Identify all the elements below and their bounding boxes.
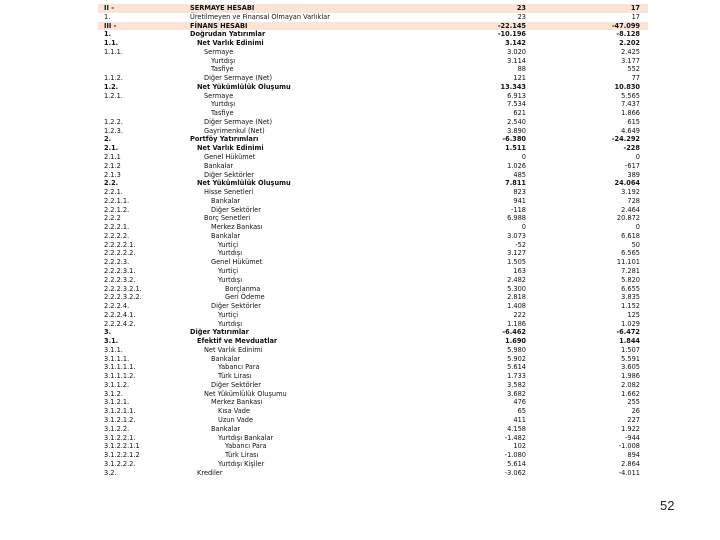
row-value-year1: 3.020 xyxy=(507,47,526,56)
page-number: 52 xyxy=(660,498,675,513)
row-label: Bankalar xyxy=(211,196,241,205)
row-value-year2: 227 xyxy=(627,415,640,424)
row-label: Borçlanma xyxy=(225,284,261,293)
row-label: Türk Lirası xyxy=(225,451,259,460)
row-code: 3.1.2.2.2. xyxy=(104,459,136,468)
table-row xyxy=(98,460,648,469)
row-value-year1: 3.582 xyxy=(507,380,526,389)
row-label: Genel Hükümet xyxy=(204,153,256,162)
table-row xyxy=(98,390,648,399)
row-value-year1: 222 xyxy=(513,310,526,319)
row-value-year2: 0 xyxy=(635,223,640,232)
row-label: Kısa Vade xyxy=(218,407,251,416)
row-value-year1: 941 xyxy=(513,196,526,205)
row-code: 3.1.2.2.1.1 xyxy=(104,442,140,451)
row-value-year2: 77 xyxy=(631,74,640,83)
table-row xyxy=(98,451,648,460)
row-value-year1: 5.902 xyxy=(507,354,526,363)
row-label: Merkez Bankası xyxy=(211,398,263,407)
row-value-year1: 1.505 xyxy=(507,258,526,267)
table-row xyxy=(98,355,648,364)
table-row xyxy=(98,39,648,48)
table-row xyxy=(98,179,648,188)
row-value-year2: 389 xyxy=(627,170,640,179)
row-value-year1: 7.534 xyxy=(507,100,526,109)
row-code: 1.2. xyxy=(104,82,119,91)
row-value-year1: 1.511 xyxy=(505,144,526,153)
row-code: 3.1.2.2.1. xyxy=(104,433,136,442)
row-code: 2.2.2.4. xyxy=(104,302,130,311)
table-row xyxy=(98,372,648,381)
row-value-year2: 728 xyxy=(627,196,640,205)
table-row xyxy=(98,57,648,66)
row-value-year2: 7.437 xyxy=(621,100,640,109)
row-code: 2.2.1. xyxy=(104,188,123,197)
row-value-year2: 2.464 xyxy=(621,205,640,214)
row-label: Tasfiye xyxy=(211,109,234,118)
row-label: Diğer Sektörler xyxy=(211,205,261,214)
table-row xyxy=(98,171,648,180)
table-row xyxy=(98,109,648,118)
row-label: Yabancı Para xyxy=(225,442,267,451)
row-code: 1.2.1. xyxy=(104,91,123,100)
row-code: II - xyxy=(104,4,114,12)
table-row xyxy=(98,153,648,162)
row-label: Gayrimenkul (Net) xyxy=(204,126,265,135)
table-row xyxy=(98,206,648,215)
table-row xyxy=(98,162,648,171)
row-code: III - xyxy=(104,21,117,30)
row-label: Yurtiçi xyxy=(218,310,239,319)
table-row xyxy=(98,144,648,153)
row-code: 1.1. xyxy=(104,39,119,48)
row-label: FİNANS HESABI xyxy=(190,21,248,30)
row-value-year1: -52 xyxy=(515,240,526,249)
row-value-year2: 17 xyxy=(630,4,640,12)
row-code: 3.2. xyxy=(104,468,117,477)
row-code: 2.2.2.4.1. xyxy=(104,310,136,319)
row-value-year1: 1.026 xyxy=(507,161,526,170)
row-value-year2: 1.986 xyxy=(621,372,640,381)
row-value-year1: -22.145 xyxy=(497,21,526,30)
row-label: Yurtdışı xyxy=(218,275,243,284)
row-code: 2.2. xyxy=(104,179,119,188)
row-value-year1: 1.690 xyxy=(505,337,526,346)
row-value-year1: 23 xyxy=(517,12,526,21)
row-value-year2: 2.202 xyxy=(619,39,640,48)
table-row xyxy=(98,469,648,478)
row-label: Tasfiye xyxy=(211,65,234,74)
row-value-year2: 24.064 xyxy=(614,179,640,188)
table-row xyxy=(98,337,648,346)
row-value-year2: -4.011 xyxy=(618,468,640,477)
row-value-year2: -6.472 xyxy=(616,328,640,337)
row-label: Türk Lirası xyxy=(218,372,252,381)
table-row xyxy=(98,118,648,127)
row-value-year1: -6.380 xyxy=(502,135,526,144)
row-value-year1: 102 xyxy=(513,442,526,451)
row-value-year2: 1.866 xyxy=(621,109,640,118)
table-row xyxy=(98,74,648,83)
table-row xyxy=(98,293,648,302)
row-label: Hisse Senetleri xyxy=(204,188,254,197)
row-code: 1.1.2. xyxy=(104,74,123,83)
row-code: 3.1.1.1. xyxy=(104,354,130,363)
row-value-year1: 823 xyxy=(513,188,526,197)
row-label: Üretilmeyen ve Finansal Olmayan Varlıklar xyxy=(190,12,330,21)
row-label: SERMAYE HESABI xyxy=(190,4,255,12)
row-code: 2.2.1.2. xyxy=(104,205,130,214)
row-value-year2: 5.820 xyxy=(621,275,640,284)
row-value-year1: 88 xyxy=(517,65,526,74)
table-row xyxy=(98,188,648,197)
table-row xyxy=(98,302,648,311)
row-label: Diğer Sermaye (Net) xyxy=(204,74,273,83)
row-value-year2: -24.292 xyxy=(611,135,640,144)
table-row xyxy=(98,100,648,109)
row-code: 3.1.2.2.1.2 xyxy=(104,451,140,460)
table-row xyxy=(98,127,648,136)
row-value-year1: 3.890 xyxy=(507,126,526,135)
row-label: Yurtdışı Bankalar xyxy=(218,433,274,442)
row-value-year1: 23 xyxy=(516,4,526,12)
row-code: 1.2.2. xyxy=(104,117,123,126)
row-code: 2.1. xyxy=(104,144,119,153)
row-label: Geri Ödeme xyxy=(225,293,265,302)
table-row xyxy=(98,381,648,390)
row-value-year2: 1.844 xyxy=(619,337,640,346)
row-value-year2: 1.152 xyxy=(621,302,640,311)
row-value-year1: 3.127 xyxy=(507,249,526,258)
table-row xyxy=(98,65,648,74)
row-value-year2: 7.281 xyxy=(621,266,640,275)
row-label: Sermaye xyxy=(204,91,234,100)
row-code: 3.1.1.1.2. xyxy=(104,372,136,381)
row-value-year2: 615 xyxy=(627,117,640,126)
row-value-year2: 11.101 xyxy=(616,258,640,267)
row-value-year2: 1.662 xyxy=(621,389,640,398)
table-row xyxy=(98,276,648,285)
row-value-year2: 125 xyxy=(627,310,640,319)
row-label: Bankalar xyxy=(204,161,234,170)
row-code: 3.1.1.1.1. xyxy=(104,363,136,372)
row-code: 2.2.2.2. xyxy=(104,231,130,240)
row-value-year1: -1.482 xyxy=(504,433,526,442)
row-value-year1: 0 xyxy=(521,223,526,232)
row-value-year1: 1.408 xyxy=(507,302,526,311)
row-label: Portföy Yatırımları xyxy=(190,135,259,144)
table-row xyxy=(98,346,648,355)
row-label: Yurtiçi xyxy=(218,240,239,249)
row-value-year2: 2.082 xyxy=(621,380,640,389)
row-value-year1: 3.073 xyxy=(507,231,526,240)
row-label: Net Yükümlülük Oluşumu xyxy=(204,389,287,398)
row-value-year1: 3.682 xyxy=(507,389,526,398)
table-row xyxy=(98,197,648,206)
row-value-year1: 6.913 xyxy=(507,91,526,100)
row-value-year2: 255 xyxy=(627,398,640,407)
table-row xyxy=(98,135,648,144)
row-label: Yurtdışı xyxy=(218,319,243,328)
row-code: 2.2.2.2.1. xyxy=(104,240,136,249)
row-label: Bankalar xyxy=(211,231,241,240)
row-label: Efektif ve Mevduatlar xyxy=(197,337,278,346)
table-row xyxy=(98,311,648,320)
row-label: Krediler xyxy=(197,468,223,477)
row-value-year1: 485 xyxy=(513,170,526,179)
row-value-year1: -3.062 xyxy=(504,468,526,477)
row-label: Yurtdışı xyxy=(218,249,243,258)
row-label: Diğer Yatırımlar xyxy=(190,328,249,337)
row-label: Net Varlık Edinimi xyxy=(197,144,264,153)
row-value-year1: 5.614 xyxy=(507,363,526,372)
row-value-year2: 1.922 xyxy=(621,424,640,433)
table-row xyxy=(98,4,648,13)
row-label: Net Yükümlülük Oluşumu xyxy=(197,179,291,188)
row-code: 3. xyxy=(104,328,112,337)
row-value-year1: 476 xyxy=(513,398,526,407)
row-label: Doğrudan Yatırımlar xyxy=(190,30,266,39)
row-label: Borç Senetleri xyxy=(204,214,251,223)
table-row xyxy=(98,407,648,416)
row-value-year2: -228 xyxy=(623,144,640,153)
row-label: Net Varlık Edinimi xyxy=(197,39,264,48)
row-label: Yurtdışı Kişiler xyxy=(218,459,265,468)
row-value-year2: 3.192 xyxy=(621,188,640,197)
row-code: 3.1.1.2. xyxy=(104,380,130,389)
row-value-year1: 1.186 xyxy=(507,319,526,328)
table-row xyxy=(98,328,648,337)
row-value-year1: 1.733 xyxy=(507,372,526,381)
row-value-year2: 3.835 xyxy=(621,293,640,302)
row-value-year2: -1.008 xyxy=(618,442,640,451)
row-value-year2: 17 xyxy=(631,12,640,21)
row-label: Uzun Vade xyxy=(218,415,254,424)
row-label: Net Varlık Edinimi xyxy=(204,345,263,354)
row-value-year2: 2.864 xyxy=(621,459,640,468)
row-value-year1: 5.300 xyxy=(507,284,526,293)
row-code: 3.1.2.1. xyxy=(104,398,130,407)
table-row xyxy=(98,285,648,294)
row-label: Bankalar xyxy=(211,354,241,363)
row-label: Net Yükümlülük Oluşumu xyxy=(197,82,291,91)
row-label: Diğer Sermaye (Net) xyxy=(204,117,273,126)
row-value-year1: 3.114 xyxy=(507,56,526,65)
row-value-year1: 4.158 xyxy=(507,424,526,433)
table-row xyxy=(98,30,648,39)
row-value-year1: 5.980 xyxy=(507,345,526,354)
row-code: 3.1.1. xyxy=(104,345,123,354)
row-value-year2: 50 xyxy=(631,240,640,249)
row-code: 3.1.2. xyxy=(104,389,123,398)
row-value-year2: 0 xyxy=(635,153,640,162)
row-label: Bankalar xyxy=(211,424,241,433)
row-code: 2.2.2.3.2.2. xyxy=(104,293,142,302)
table-row xyxy=(98,425,648,434)
row-code: 2.2.2.3.1. xyxy=(104,266,136,275)
row-code: 2.2.2.3.2.1. xyxy=(104,284,142,293)
row-label: Merkez Bankası xyxy=(211,223,263,232)
table-row xyxy=(98,267,648,276)
row-value-year2: 20.872 xyxy=(616,214,640,223)
row-value-year2: 4.649 xyxy=(621,126,640,135)
row-value-year1: 2.818 xyxy=(507,293,526,302)
table-row xyxy=(98,241,648,250)
row-code: 2.1.2 xyxy=(104,161,121,170)
table-row xyxy=(98,13,648,22)
row-code: 3.1.2.1.1. xyxy=(104,407,136,416)
row-value-year2: 26 xyxy=(631,407,640,416)
row-value-year1: 2.482 xyxy=(507,275,526,284)
row-code: 2.1.1 xyxy=(104,153,121,162)
row-value-year2: -617 xyxy=(625,161,640,170)
table-row xyxy=(98,416,648,425)
row-value-year1: 621 xyxy=(513,109,526,118)
row-value-year1: 163 xyxy=(513,266,526,275)
row-value-year2: 3.177 xyxy=(621,56,640,65)
row-code: 2.2.2.2.2. xyxy=(104,249,136,258)
row-value-year2: 894 xyxy=(627,451,640,460)
row-label: Diğer Sektörler xyxy=(204,170,254,179)
row-code: 3.1. xyxy=(104,337,119,346)
table-row xyxy=(98,363,648,372)
table-row xyxy=(98,48,648,57)
row-value-year2: 6.655 xyxy=(621,284,640,293)
row-value-year1: 7.811 xyxy=(505,179,526,188)
row-value-year2: -8.128 xyxy=(616,30,640,39)
row-label: Diğer Sektörler xyxy=(211,302,261,311)
row-value-year1: -10.196 xyxy=(497,30,526,39)
table-row xyxy=(98,22,648,31)
table-row xyxy=(98,232,648,241)
row-value-year2: 1.029 xyxy=(621,319,640,328)
row-value-year2: 552 xyxy=(627,65,640,74)
table-row xyxy=(98,320,648,329)
row-value-year1: 2.540 xyxy=(507,117,526,126)
table-row xyxy=(98,214,648,223)
row-value-year1: 3.142 xyxy=(505,39,526,48)
row-value-year2: 1.507 xyxy=(621,345,640,354)
balance-of-payments-table xyxy=(98,4,648,477)
row-value-year2: 3.605 xyxy=(621,363,640,372)
row-value-year2: -944 xyxy=(625,433,640,442)
row-value-year2: 5.565 xyxy=(621,91,640,100)
table-row xyxy=(98,258,648,267)
row-code: 2.2.2.1. xyxy=(104,223,130,232)
table-row xyxy=(98,92,648,101)
table-row xyxy=(98,249,648,258)
row-value-year1: -118 xyxy=(511,205,526,214)
row-code: 3.1.2.2. xyxy=(104,424,130,433)
row-code: 1. xyxy=(104,12,111,21)
row-code: 2.2.2 xyxy=(104,214,121,223)
row-code: 1. xyxy=(104,30,112,39)
row-value-year1: -6.462 xyxy=(502,328,526,337)
row-value-year2: 2.425 xyxy=(621,47,640,56)
row-code: 1.1.1. xyxy=(104,47,123,56)
row-code: 1.2.3. xyxy=(104,126,123,135)
table-row xyxy=(98,398,648,407)
row-value-year1: 6.988 xyxy=(507,214,526,223)
row-code: 2.2.2.3. xyxy=(104,258,130,267)
row-value-year2: 6.618 xyxy=(621,231,640,240)
row-label: Yurtdışı xyxy=(211,100,236,109)
row-label: Sermaye xyxy=(204,47,234,56)
row-value-year2: 6.565 xyxy=(621,249,640,258)
row-code: 2.2.2.4.2. xyxy=(104,319,136,328)
row-label: Diğer Sektörler xyxy=(211,380,261,389)
row-code: 2.1.3 xyxy=(104,170,121,179)
row-code: 2.2.1.1. xyxy=(104,196,130,205)
table-row xyxy=(98,442,648,451)
row-code: 2. xyxy=(104,135,112,144)
row-value-year1: 121 xyxy=(513,74,526,83)
table-row xyxy=(98,223,648,232)
row-label: Yurtiçi xyxy=(218,266,239,275)
table-row xyxy=(98,434,648,443)
row-value-year1: 0 xyxy=(521,153,526,162)
row-value-year2: -47.099 xyxy=(611,21,640,30)
row-label: Yabancı Para xyxy=(218,363,260,372)
table-row xyxy=(98,83,648,92)
row-code: 3.1.2.1.2. xyxy=(104,415,136,424)
row-value-year2: 5.591 xyxy=(621,354,640,363)
row-value-year1: 5.614 xyxy=(507,459,526,468)
row-value-year2: 10.830 xyxy=(614,82,640,91)
row-label: Genel Hükümet xyxy=(211,258,263,267)
row-value-year1: 65 xyxy=(517,407,526,416)
row-value-year1: -1.080 xyxy=(504,451,526,460)
row-value-year1: 13.343 xyxy=(500,82,526,91)
row-code: 2.2.2.3.2. xyxy=(104,275,136,284)
row-value-year1: 411 xyxy=(513,415,526,424)
row-label: Yurtdışı xyxy=(211,56,236,65)
